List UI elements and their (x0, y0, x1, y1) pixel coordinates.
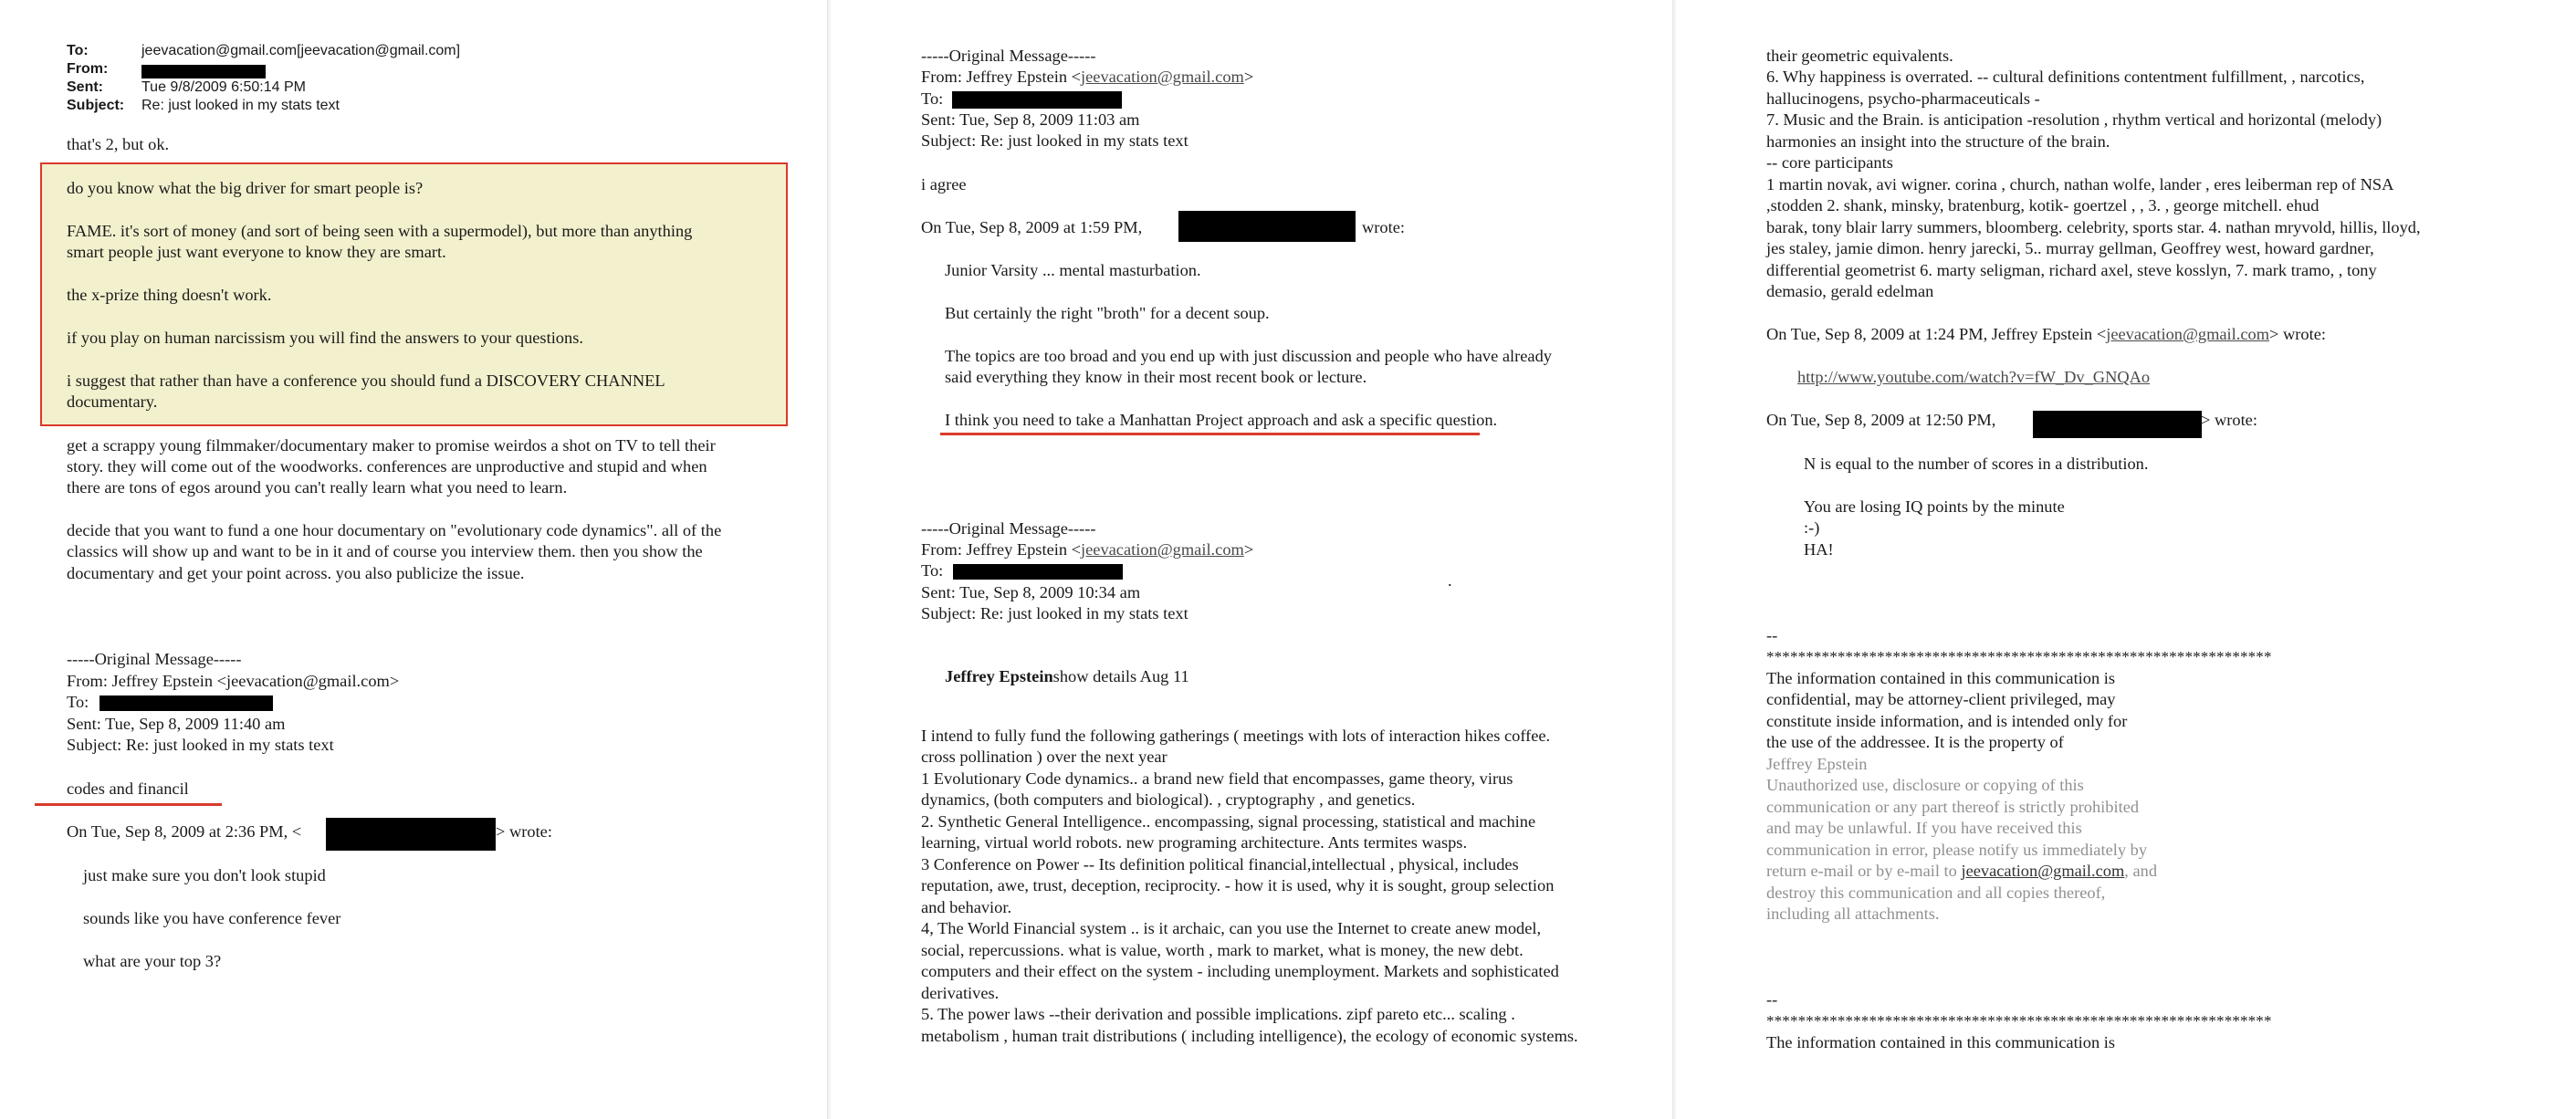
redaction-bar (326, 818, 496, 851)
from-label: From: (67, 61, 109, 77)
body-line: harmonies an insight into the structure of the brain. (1766, 132, 2110, 151)
on-wrote-suffix: > wrote: (2269, 325, 2326, 343)
from-suffix: > (1243, 540, 1254, 559)
disclaimer-line: The information contained in this communication is (1766, 1033, 2116, 1051)
on-wrote-line (1766, 324, 2326, 346)
redaction-bar (1178, 211, 1356, 242)
highlight-line: FAME. it's sort of money (and sort of being seen with a supermodel), but more than anything (67, 222, 693, 240)
asterisk-divider: **************************************************************** (1766, 648, 2272, 665)
body-line: 1 martin novak, avi wigner. corina , church, nathan wolfe, lander , eres leiberman rep of NSA (1766, 175, 2394, 193)
email-link[interactable]: jeevacation@gmail.com (2106, 325, 2270, 343)
highlight-line: documentary. (67, 392, 158, 411)
show-details-line (945, 666, 1189, 688)
red-underline (35, 803, 222, 806)
body-line: hallucinogens, psycho-pharmaceuticals - (1766, 89, 2040, 108)
asterisk-divider: **************************************************************** (1766, 1012, 2272, 1030)
on-wrote-prefix: On Tue, Sep 8, 2009 at 2:36 PM, < (67, 822, 302, 841)
highlight-line: do you know what the big driver for smart people is? (67, 179, 424, 197)
quoted-line: The topics are too broad and you end up with just discussion and people who have already (945, 347, 1552, 365)
original-to: To: (67, 693, 89, 711)
original-subject: Subject: Re: just looked in my stats text (921, 131, 1189, 150)
highlight-line: smart people just want everyone to know they are smart. (67, 243, 446, 261)
to-value: jeevacation@gmail.com[jeevacation@gmail.com] (141, 43, 461, 58)
subject-value: Re: just looked in my stats text (141, 98, 340, 113)
body-line: 3 Conference on Power -- Its definition political financial,intellectual , physical, includes (921, 855, 1519, 873)
redaction-bar (141, 65, 266, 78)
return-suffix: , and (2124, 862, 2158, 880)
body-line: 4, The World Financial system .. is it archaic, can you use the Internet to create anew model, (921, 919, 1542, 937)
body-line: -- core participants (1766, 153, 1893, 172)
disclaimer-line: confidential, may be attorney-client privileged, may (1766, 690, 2116, 708)
body-line: barak, tony blair larry summers, bloomberg. celebrity, sports star. 4. nathan mryvold, hillis, lloyd, (1766, 218, 2421, 236)
original-subject: Subject: Re: just looked in my stats text (921, 604, 1189, 622)
red-underline (940, 433, 1480, 435)
disclaimer-line: and may be unlawful. If you have received this (1766, 819, 2082, 837)
highlight-line: i suggest that rather than have a conference you should fund a DISCOVERY CHANNEL (67, 371, 665, 390)
original-to: To: (921, 89, 944, 108)
sent-value: Tue 9/8/2009 6:50:14 PM (141, 79, 306, 95)
youtube-link[interactable]: http://www.youtube.com/watch?v=fW_Dv_GNQAo (1797, 368, 2151, 386)
body-line: demasio, gerald edelman (1766, 282, 1934, 300)
quoted-line: what are your top 3? (83, 952, 222, 970)
on-wrote-suffix: wrote: (1362, 218, 1405, 236)
body-line: jes staley, jamie dimon. henry jarecki, 5.. murray gellman, Geoffrey west, howard gardner, (1766, 239, 2374, 257)
body-line: dynamics, (both computers and biological). , cryptography , and genetics. (921, 790, 1416, 809)
disclaimer-line: destroy this communication and all copies thereof, (1766, 884, 2106, 902)
on-wrote-prefix: On Tue, Sep 8, 2009 at 1:24 PM, Jeffrey Epstein < (1766, 325, 2107, 343)
redaction-bar (2033, 411, 2202, 438)
stray-dot: . (1448, 571, 1452, 590)
from-suffix: > (1243, 68, 1254, 86)
document-page-1 (0, 0, 829, 1119)
redaction-bar (953, 564, 1123, 580)
disclaimer-line: The information contained in this communication is (1766, 669, 2116, 687)
redaction-bar (952, 91, 1122, 109)
highlight-line: if you play on human narcissism you will find the answers to your questions. (67, 329, 583, 347)
body-line: learning, virtual world robots. new programing architecture. Ants termites wasps. (921, 833, 1468, 852)
signature-dashes: -- (1766, 626, 1778, 644)
original-message-divider: -----Original Message----- (921, 47, 1096, 65)
original-to: To: (921, 561, 944, 580)
quoted-line: Junior Varsity ... mental masturbation. (945, 261, 1201, 279)
body-line: and behavior. (921, 898, 1012, 916)
disclaimer-line: constitute inside information, and is intended only for (1766, 712, 2128, 730)
quoted-line: said everything they know in their most recent book or lecture. (945, 368, 1367, 386)
quoted-line: :-) (1804, 518, 1820, 537)
original-sent: Sent: Tue, Sep 8, 2009 11:40 am (67, 715, 286, 733)
quoted-line: just make sure you don't look stupid (83, 866, 326, 884)
disclaimer-line: the use of the addressee. It is the property of (1766, 733, 2064, 751)
show-details-text: show details Aug 11 (1052, 667, 1189, 685)
on-wrote-prefix: On Tue, Sep 8, 2009 at 12:50 PM, (1766, 411, 1996, 429)
body-line: metabolism , human trait distributions ( including intelligence), the ecology of economic systems. (921, 1027, 1578, 1045)
original-from (921, 67, 1253, 89)
body-line: 1 Evolutionary Code dynamics.. a brand new field that encompasses, game theory, virus (921, 769, 1513, 788)
reply-text: codes and financil (67, 779, 189, 798)
quoted-line: But certainly the right "broth" for a decent soup. (945, 304, 1270, 322)
disclaimer-line (1766, 861, 2157, 883)
body-line: story. they will come out of the woodworks. conferences are unproductive and stupid and when (67, 457, 707, 476)
body-line: I intend to fully fund the following gatherings ( meetings with lots of interaction hikes coffee. (921, 727, 1551, 745)
body-line: reputation, awe, trust, deception, reciprocity. - how it is used, why it is sought, group selection (921, 876, 1555, 894)
on-wrote-prefix: On Tue, Sep 8, 2009 at 1:59 PM, (921, 218, 1143, 236)
body-line: there are tons of egos around you can't really learn what you need to learn. (67, 478, 568, 497)
intro-text: that's 2, but ok. (67, 135, 170, 153)
disclaimer-line: including all attachments. (1766, 905, 1940, 923)
quoted-line: sounds like you have conference fever (83, 909, 341, 927)
original-subject: Subject: Re: just looked in my stats text (67, 736, 334, 754)
on-wrote-suffix: > wrote: (2201, 411, 2257, 429)
quoted-line: I think you need to take a Manhattan Project approach and ask a specific question. (945, 411, 1498, 429)
body-line: 6. Why happiness is overrated. -- cultural definitions contentment fulfillment, , narcotics, (1766, 68, 2365, 86)
quoted-line: N is equal to the number of scores in a distribution. (1804, 455, 2149, 473)
from-prefix: From: Jeffrey Epstein < (921, 68, 1082, 86)
original-from: From: Jeffrey Epstein <jeevacation@gmail.com> (67, 672, 400, 690)
sent-label: Sent: (67, 79, 103, 95)
body-line: differential geometrist 6. marty seligman, richard axel, steve kosslyn, 7. mark tramo, , tony (1766, 261, 2377, 279)
disclaimer-line: Jeffrey Epstein (1766, 755, 1868, 773)
quoted-line: You are losing IQ points by the minute (1804, 497, 2065, 516)
disclaimer-line: Unauthorized use, disclosure or copying of this (1766, 776, 2084, 794)
body-line: decide that you want to fund a one hour documentary on "evolutionary code dynamics". all of the (67, 521, 722, 539)
return-prefix: return e-mail or by e-mail to (1766, 862, 1962, 880)
body-line: social, repercussions. what is value, worth , mark to market, what is money, the new debt. (921, 941, 1524, 959)
reply-text: i agree (921, 175, 967, 193)
body-line: 5. The power laws --their derivation and possible implications. zipf pareto etc... scaling . (921, 1005, 1515, 1023)
email-link[interactable]: jeevacation@gmail.com (1081, 540, 1244, 559)
quoted-line: HA! (1804, 540, 1834, 559)
body-line: ,stodden 2. shank, minsky, bratenburg, kotik- goertzel , , 3. , george mitchell. ehud (1766, 196, 2319, 214)
redaction-bar (99, 695, 273, 711)
on-wrote-suffix: > wrote: (496, 822, 552, 841)
original-sent: Sent: Tue, Sep 8, 2009 10:34 am (921, 583, 1141, 601)
body-line: documentary and get your point across. you also publicize the issue. (67, 564, 525, 582)
body-line: derivatives. (921, 984, 1000, 1002)
body-line: get a scrappy young filmmaker/documentary maker to promise weirdos a shot on TV to tell their (67, 436, 716, 455)
subject-label: Subject: (67, 98, 125, 113)
sender-name: Jeffrey Epstein (945, 667, 1053, 685)
email-link[interactable]: jeevacation@gmail.com (1081, 68, 1244, 86)
disclaimer-line: communication in error, please notify us immediately by (1766, 841, 2148, 859)
original-sent: Sent: Tue, Sep 8, 2009 11:03 am (921, 110, 1140, 129)
body-line: computers and their effect on the system - including unemployment. Markets and sophisticated (921, 962, 1559, 980)
body-line: 7. Music and the Brain. is anticipation -resolution , rhythm vertical and horizontal (melody) (1766, 110, 2382, 129)
body-line: cross pollination ) over the next year (921, 748, 1168, 766)
body-line: 2. Synthetic General Intelligence.. encompassing, signal processing, statistical and machine (921, 812, 1536, 831)
document-page-2 (831, 0, 1674, 1119)
document-page-3 (1676, 0, 2576, 1119)
body-line: classics will show up and want to be in it and of course you interview them. then you show the (67, 542, 703, 560)
original-message-divider: -----Original Message----- (921, 519, 1096, 538)
from-prefix: From: Jeffrey Epstein < (921, 540, 1082, 559)
signature-dashes: -- (1766, 990, 1778, 1009)
original-from (921, 539, 1253, 561)
body-line: their geometric equivalents. (1766, 47, 1953, 65)
disclaimer-line: communication or any part thereof is strictly prohibited (1766, 798, 2140, 816)
email-link[interactable]: jeevacation@gmail.com (1961, 862, 2125, 880)
highlight-line: the x-prize thing doesn't work. (67, 286, 272, 304)
original-message-divider: -----Original Message----- (67, 650, 242, 668)
to-label: To: (67, 43, 89, 58)
